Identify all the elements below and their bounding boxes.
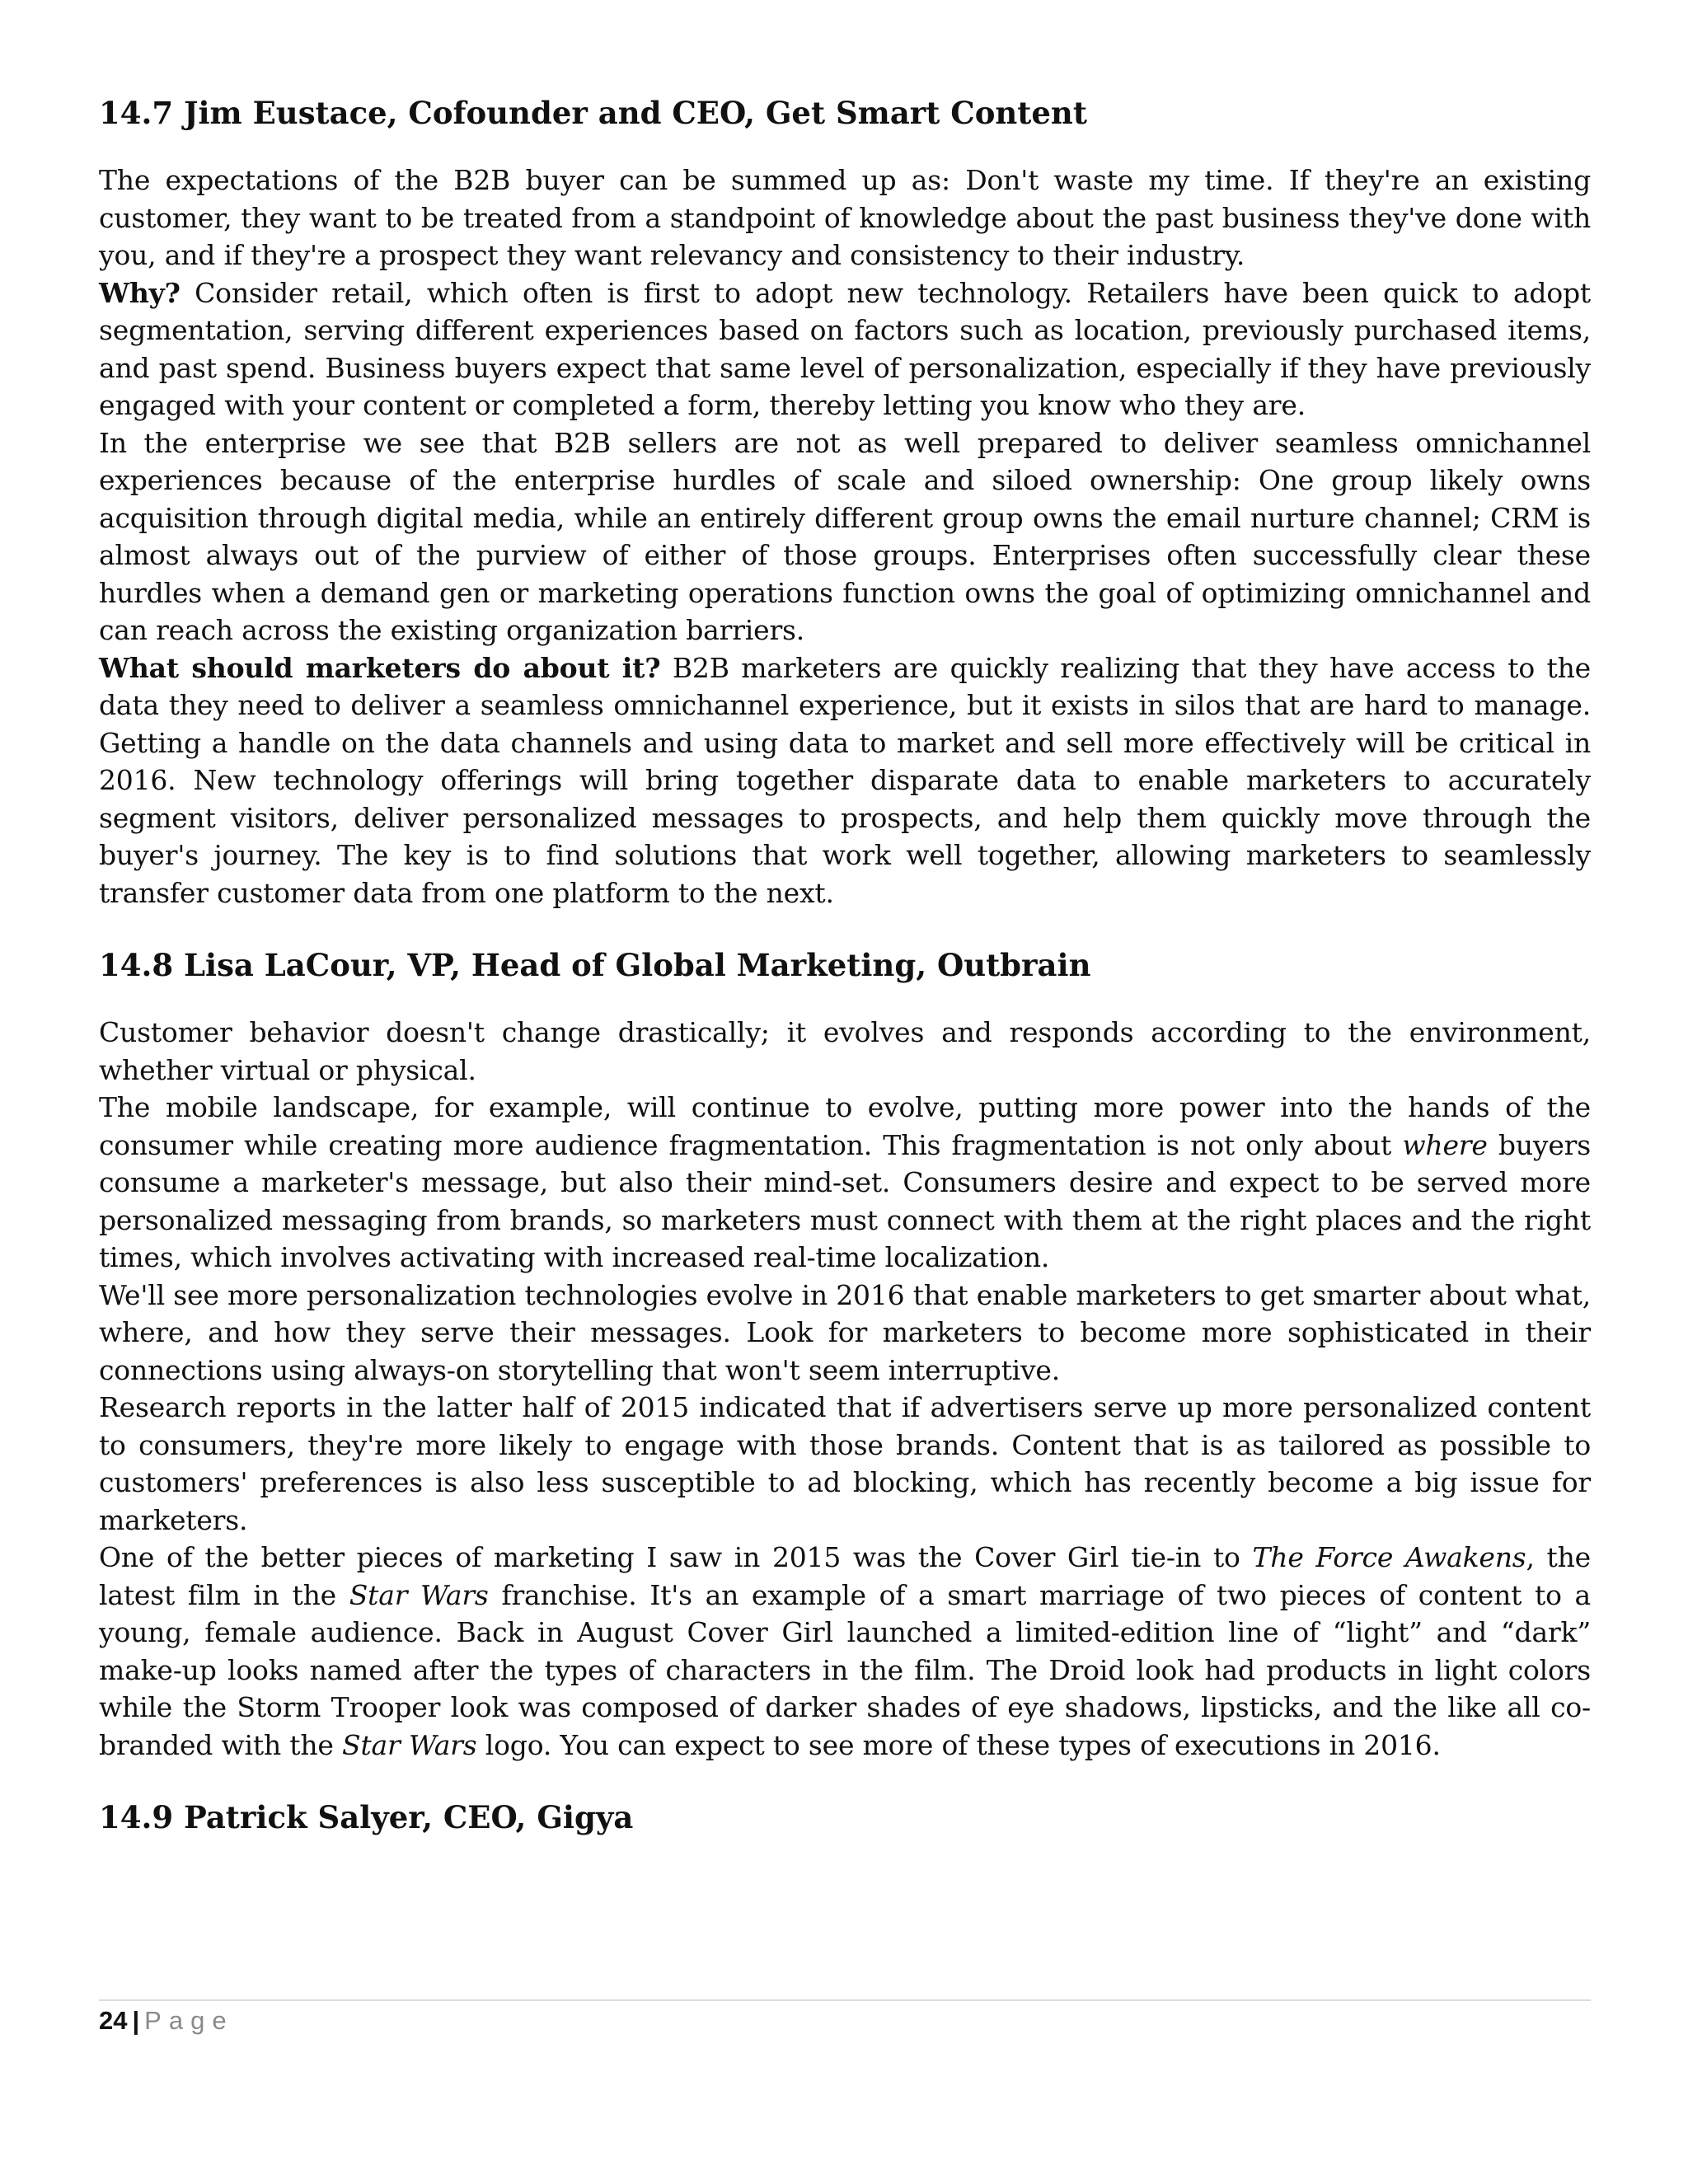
paragraph: Research reports in the latter half of 2015 indicated that if advertisers serve up more personalized content to consumers, they're more likely to engage with those brands. Content that is as tailored as possible to customers' preferences is also less susceptible to ad blocking, which has recently become a big issue for marketers.	[99, 1391, 1591, 1536]
paragraph-text: Consider retail, which often is first to adopt new technology. Retailers have been quick to adopt segmentation, serving different experiences based on factors such as location, previously purchased items, and past spend. Business buyers expect that same level of personalization, especially if they have previously engaged with your content or completed a form, thereby letting you know who they are.	[99, 276, 1591, 421]
paragraph-text: B2B marketers are quickly realizing that they have access to the data they need to deliver a seamless omnichannel experience, but it exists in silos that are hard to manage. Getting a handle on the data channels and using data to market and sell more effectively will be critical in 2016. New technology offerings will bring together disparate data to enable marketers to accurately segment visitors, deliver personalized messages to prospects, and help them quickly move through the buyer's journey. The key is to find solutions that work well together, allowing marketers to seamlessly transfer customer data from one platform to the next.	[99, 651, 1591, 909]
emphasis: where	[1402, 1128, 1488, 1161]
paragraph: Customer behavior doesn't change drastically; it evolves and responds according to the environment, whether virtual or physical.	[99, 1016, 1591, 1086]
franchise-title: Star Wars	[342, 1728, 477, 1761]
footer-separator: |	[132, 2006, 140, 2035]
paragraph	[99, 1539, 1591, 1764]
film-title: The Force Awakens	[1252, 1541, 1526, 1573]
page-number: 24	[99, 2006, 128, 2035]
paragraph	[99, 649, 1591, 912]
paragraph	[99, 274, 1591, 424]
paragraph-text: logo. You can expect to see more of these types of executions in 2016.	[476, 1728, 1441, 1761]
paragraph-text: franchise. It's an example of a smart marriage of two pieces of content to a young, female audience. Back in August Cover Girl launched a limited-edition line of “light” and “dark” make-up looks named after the types of characters in the film. The Droid look had products in light colors while the Storm Trooper look was composed of darker shades of eye shadows, lipsticks, and the like all co-branded with the	[99, 1578, 1591, 1761]
paragraph	[99, 1089, 1591, 1277]
page-label: Page	[144, 2006, 234, 2035]
paragraph-text: The mobile landscape, for example, will continue to evolve, putting more power into the hands of the consumer while creating more audience fragmentation. This fragmentation is not only about	[99, 1091, 1591, 1161]
footer-divider	[99, 1999, 1591, 2001]
paragraph-text: One of the better pieces of marketing I saw in 2015 was the Cover Girl tie-in to	[99, 1541, 1253, 1573]
paragraph-text: , the latest film in the	[99, 1541, 1591, 1611]
paragraph: The expectations of the B2B buyer can be summed up as: Don't waste my time. If they're an existing customer, they want to be treated from a standpoint of knowledge about the past business they've done with you, and if they're a prospect they want relevancy and consistency to their industry.	[99, 164, 1591, 271]
paragraph-text: buyers consume a marketer's message, but also their mind-set. Consumers desire and expect to be served more personalized messaging from brands, so marketers must connect with them at the right places and the right times, which involves activating with increased real-time localization.	[99, 1128, 1591, 1273]
paragraph: In the enterprise we see that B2B sellers are not as well prepared to deliver seamless omnichannel experiences because of the enterprise hurdles of scale and siloed ownership: One group likely owns acquisition through digital media, while an entirely different group owns the email nurture channel; CRM is almost always out of the purview of either of those groups. Enterprises often successfully clear these hurdles when a demand gen or marketing operations function owns the goal of optimizing omnichannel and can reach across the existing organization barriers.	[99, 426, 1591, 646]
lead-in: Why?	[99, 276, 181, 309]
lead-in: What should marketers do about it?	[99, 651, 661, 684]
franchise-title: Star Wars	[349, 1578, 489, 1611]
page-footer	[99, 2004, 234, 2037]
section-heading: 14.7 Jim Eustace, Cofounder and CEO, Get Smart Content	[99, 95, 1087, 131]
section-heading: 14.9 Patrick Salyer, CEO, Gigya	[99, 1799, 634, 1835]
paragraph: We'll see more personalization technologies evolve in 2016 that enable marketers to get smarter about what, where, and how they serve their messages. Look for marketers to become more sophisticated in their connections using always-on storytelling that won't seem interruptive.	[99, 1278, 1591, 1386]
section-heading: 14.8 Lisa LaCour, VP, Head of Global Marketing, Outbrain	[99, 947, 1091, 983]
page-content	[99, 92, 1591, 1838]
